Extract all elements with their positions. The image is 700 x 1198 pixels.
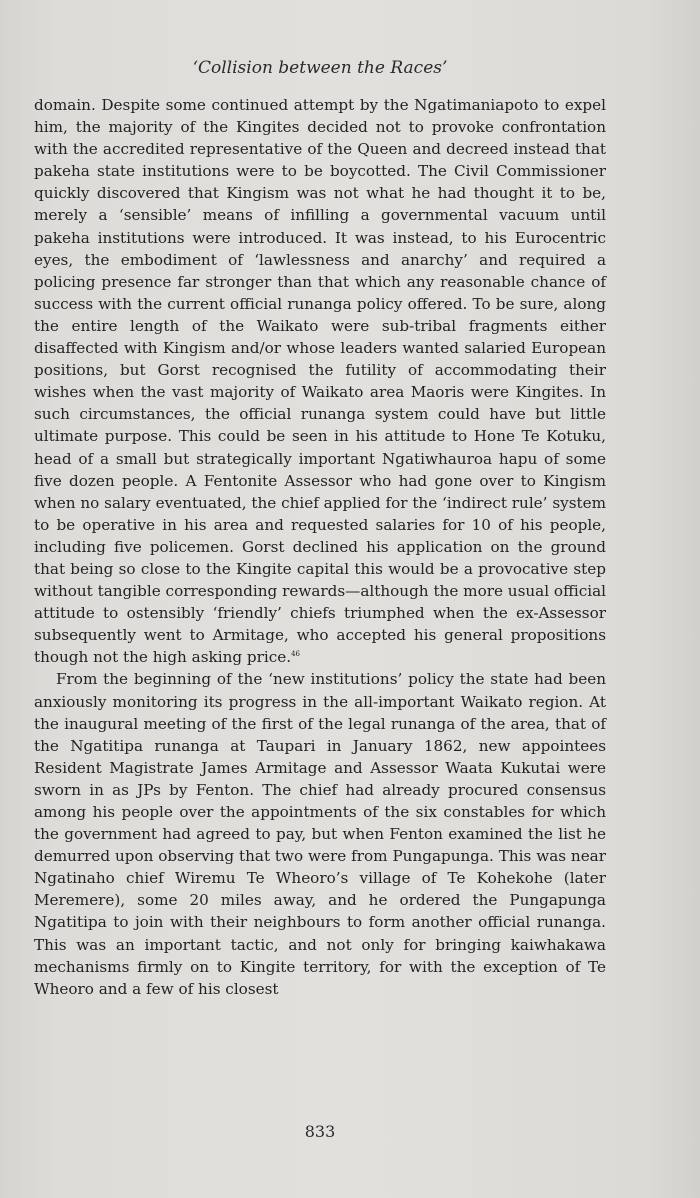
paragraph-1 bbox=[34, 94, 606, 668]
running-head: ‘Collision between the Races’ bbox=[192, 58, 448, 78]
footnote-ref-46[interactable]: 46 bbox=[291, 650, 300, 659]
body-text bbox=[34, 94, 606, 1000]
paragraph-2 bbox=[34, 668, 606, 999]
paragraph-1-text: domain. Despite some continued attempt by the Ngatimaniapoto to expel him, the majority of the Kingites decided not to provoke confrontation with the accredited representative of the Queen and decreed instead that pakeha state institutions were to be boycotted. The Civil Commissioner quickly discovered that Kingism was not what he had thought it to be, merely a ‘sensible’ means of infilling a governmental vacuum until pakeha institutions were introduced. It was instead, to his Eurocentric eyes, the embodiment of ‘lawlessness and anarchy’ and required a policing presence far stronger than that which any reasonable chance of success with the current official runanga policy offered. To be sure, along the entire length of the Waikato were sub-tribal fragments either disaffected with Kingism and/or whose leaders wanted salaried European positions, but Gorst recognised the futility of accommodating their wishes when the vast majority of Waikato area Maoris were Kingites. In such circumstances, the official runanga system could have but little ultimate purpose. This could be seen in his attitude to Hone Te Kotuku, head of a small but strategically important Ngatiwhauroa hapu of some five dozen people. A Fentonite Assessor who had gone over to Kingism when no salary eventuated, the chief applied for the ‘indirect rule’ system to be operative in his area and requested salaries for 10 of his people, including five policemen. Gorst declined his application on the ground that being so close to the Kingite capital this would be a provocative step without tangible corresponding rewards—although the more usual official attitude to ostensibly ‘friendly’ chiefs triumphed when the ex-Assessor subsequently went to Armitage, who accepted his general propositions though not the high asking price. bbox=[34, 96, 606, 667]
page-number: 833 bbox=[304, 1122, 336, 1141]
paragraph-2-text: From the beginning of the ‘new institutions’ policy the state had been anxiously monitoring its progress in the all-important Waikato region. At the inaugural meeting of the first of the legal runanga of the area, that of the Ngatitipa runanga at Taupari in January 1862, new appointees Resident Magistrate James Armitage and Assessor Waata Kukutai were sworn in as JPs by Fenton. The chief had already procured consensus among his people over the appointments of the six constables for which the government had agreed to pay, but when Fenton examined the list he demurred upon observing that two were from Pungapunga. This was near Ngatinaho chief Wiremu Te Wheoro’s village of Te Kohekohe (later Meremere), some 20 miles away, and he ordered the Pungapunga Ngatitipa to join with their neighbours to form another official runanga. This was an important tactic, and not only for bringing kaiwhakawa mechanisms firmly on to Kingite territory, for with the exception of Te Wheoro and a few of his closest bbox=[34, 670, 606, 998]
